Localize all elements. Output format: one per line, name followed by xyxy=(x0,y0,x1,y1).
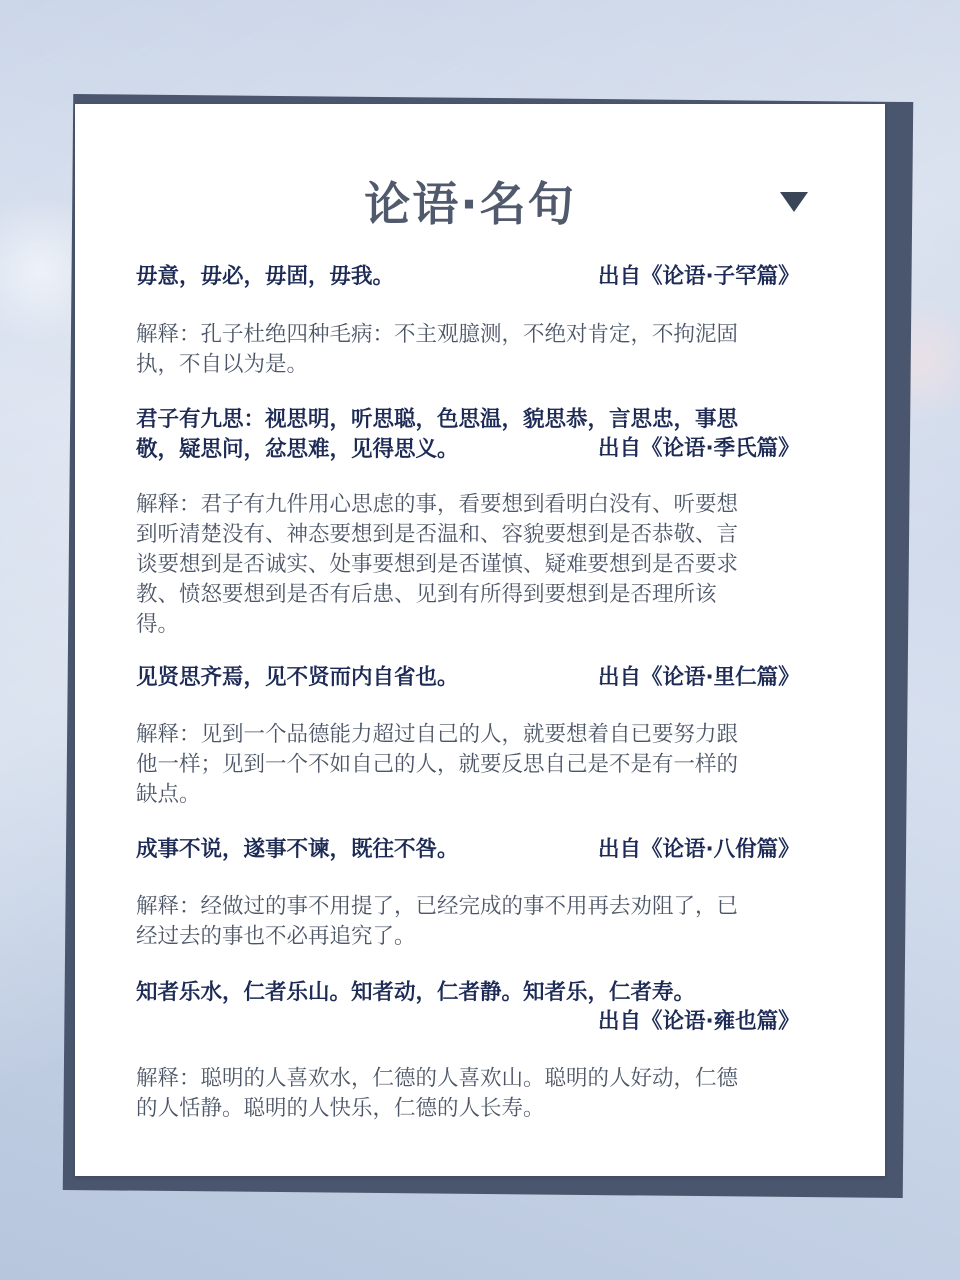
quote-text: 成事不说，遂事不谏，既往不咎。 xyxy=(136,837,459,862)
quote-source: 出自《论语·雍也篇》 xyxy=(598,1009,800,1034)
quote-text: 见贤思齐焉，见不贤而内自省也。 xyxy=(136,665,459,690)
quote-explanation: 解释：君子有九件用心思虑的事，看要想到看明白没有、听要想 到听清楚没有、神态要想到是否温和、容貌要想到是否恭敬、言 谈要想到是否诚实、处事要想到是否谨慎、疑难要想到是否要求 教、愤怒要想到是否有后患、见到有所得到要想到是否理所该 得。 xyxy=(136,492,739,637)
quote-explanation: 解释：经做过的事不用提了，已经完成的事不用再去劝阻了，已 经过去的事也不必再追究了。 xyxy=(136,894,739,949)
quote-source: 出自《论语·里仁篇》 xyxy=(598,665,800,690)
quote-text: 君子有九思：视思明，听思聪，色思温，貌思恭，言思忠，事思 敬，疑思问，忿思难，见得思义。 xyxy=(136,407,739,462)
quote-text: 知者乐水，仁者乐山。知者动，仁者静。知者乐，仁者寿。 xyxy=(136,980,696,1005)
quote-text: 毋意，毋必，毋固，毋我。 xyxy=(136,264,395,289)
quote-source: 出自《论语·八佾篇》 xyxy=(598,837,800,862)
page-title: 论语·名句 xyxy=(364,177,576,231)
quote-source: 出自《论语·季氏篇》 xyxy=(598,436,800,461)
quote-explanation: 解释：见到一个品德能力超过自己的人，就要想着自已要努力跟 他一样；见到一个不如自己的人，就要反思自己是不是有一样的 缺点。 xyxy=(136,722,739,807)
quote-explanation: 解释：聪明的人喜欢水，仁德的人喜欢山。聪明的人好动，仁德 的人恬静。聪明的人快乐，仁德的人长寿。 xyxy=(136,1066,739,1121)
quote-source: 出自《论语·子罕篇》 xyxy=(598,264,800,289)
quote-explanation: 解释：孔子杜绝四种毛病：不主观臆测，不绝对肯定，不拘泥固 执，不自以为是。 xyxy=(136,322,739,377)
triangle-down-icon xyxy=(780,192,808,212)
